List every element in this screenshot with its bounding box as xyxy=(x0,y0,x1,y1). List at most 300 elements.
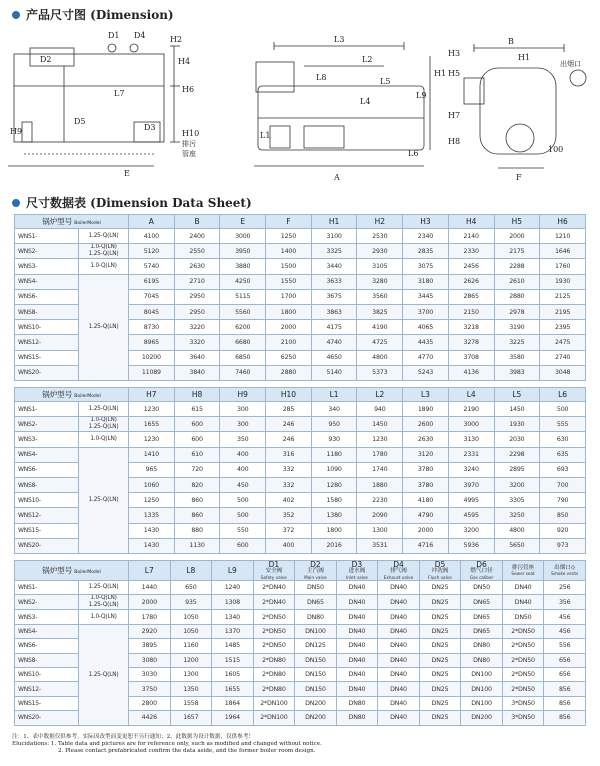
diagram-label: L1 xyxy=(260,131,271,140)
model-header xyxy=(15,215,129,229)
value-cell: 7460 xyxy=(220,365,266,380)
value-cell: 3970 xyxy=(448,477,494,492)
column-code: D1 xyxy=(268,560,280,570)
value-cell: 372 xyxy=(266,523,312,538)
value-cell: 2298 xyxy=(494,447,540,462)
value-cell: 3305 xyxy=(494,493,540,508)
table-row xyxy=(15,244,586,259)
column-name-cn: 主汽阀 xyxy=(307,568,324,575)
value-cell: 3675 xyxy=(311,289,357,304)
value-cell: 1050 xyxy=(170,610,212,624)
value-cell: 2400 xyxy=(174,229,220,244)
value-cell: 1450 xyxy=(357,417,403,432)
value-cell: 3560 xyxy=(357,289,403,304)
value-cell: 860 xyxy=(174,508,220,523)
value-cell: 3220 xyxy=(174,320,220,335)
value-cell: 2330 xyxy=(448,244,494,259)
value-cell: 650 xyxy=(170,581,212,595)
value-cell: 456 xyxy=(544,610,586,624)
value-cell: DN25 xyxy=(419,639,461,653)
value-cell: 1500 xyxy=(266,259,312,274)
value-cell: 3880 xyxy=(220,259,266,274)
column-code: D3 xyxy=(351,560,363,570)
value-cell: 6250 xyxy=(266,350,312,365)
value-cell: 5373 xyxy=(357,365,403,380)
pressure-cell xyxy=(79,229,129,244)
value-cell: 2630 xyxy=(403,432,449,447)
value-cell: 850 xyxy=(540,508,586,523)
column-header: H4 xyxy=(448,215,494,229)
bullet-icon xyxy=(12,199,20,207)
pressure-cell xyxy=(79,417,129,432)
value-cell: 2800 xyxy=(129,696,171,710)
value-cell: 3*DN50 xyxy=(502,711,544,725)
model-cell: WNS20- xyxy=(15,365,79,380)
diagram-label: 100 xyxy=(548,145,564,154)
value-cell: 1800 xyxy=(311,523,357,538)
value-cell: 400 xyxy=(266,538,312,553)
value-cell: DN200 xyxy=(295,711,337,725)
model-header-en: BoilerModel xyxy=(74,394,101,399)
value-cell: 3130 xyxy=(448,432,494,447)
value-cell: 1864 xyxy=(212,696,254,710)
value-cell: 3105 xyxy=(357,259,403,274)
value-cell: 2950 xyxy=(174,304,220,319)
value-cell: 2125 xyxy=(540,289,586,304)
side-view-drawing xyxy=(254,35,446,182)
column-name-cn: 冲洗阀 xyxy=(431,568,449,575)
value-cell: 1308 xyxy=(212,595,254,610)
table-row xyxy=(15,595,586,610)
value-cell: 4650 xyxy=(311,350,357,365)
model-cell: WNS4- xyxy=(15,274,79,289)
model-header-en: BoilerModel xyxy=(74,570,101,575)
value-cell: DN200 xyxy=(295,696,337,710)
value-cell: 332 xyxy=(266,462,312,477)
diagram-label: D1 xyxy=(108,31,120,40)
value-cell: 2626 xyxy=(448,274,494,289)
column-name-en: Safety valve xyxy=(260,574,287,580)
value-cell: 6850 xyxy=(220,350,266,365)
value-cell: 950 xyxy=(311,417,357,432)
value-cell: 1060 xyxy=(129,477,175,492)
value-cell: 3440 xyxy=(311,259,357,274)
value-cell: 356 xyxy=(544,595,586,610)
value-cell: 8730 xyxy=(129,320,175,335)
value-cell: 1655 xyxy=(129,417,175,432)
value-cell: 3278 xyxy=(448,335,494,350)
value-cell: 860 xyxy=(174,493,220,508)
value-cell: 5560 xyxy=(220,304,266,319)
pressure-cell xyxy=(79,259,129,274)
table-row xyxy=(15,417,586,432)
value-cell: 1380 xyxy=(311,508,357,523)
pressure-value: 1.0-Q(LN) xyxy=(90,613,117,620)
value-cell: DN40 xyxy=(378,639,420,653)
value-cell: 2550 xyxy=(174,244,220,259)
column-name-cn: 排气阀 xyxy=(390,568,407,575)
diagram-label: H4 xyxy=(178,57,191,66)
value-cell: 1930 xyxy=(494,417,540,432)
diagram-label: L6 xyxy=(408,149,419,158)
value-cell: 1230 xyxy=(129,432,175,447)
column-name-cn: 出烟口◇ xyxy=(554,564,576,571)
value-cell: 4435 xyxy=(403,335,449,350)
value-cell: 2978 xyxy=(494,304,540,319)
model-cell: WNS12- xyxy=(15,508,79,523)
value-cell: DN25 xyxy=(419,667,461,681)
diagram-label: B xyxy=(508,37,514,46)
value-cell: 656 xyxy=(544,667,586,681)
column-name-en: Flush valve xyxy=(428,574,452,580)
model-cell: WNS10- xyxy=(15,493,79,508)
column-header: L4 xyxy=(448,388,494,402)
value-cell: 246 xyxy=(266,432,312,447)
column-name-cn: 安全阀 xyxy=(265,568,283,575)
value-cell: 1250 xyxy=(266,229,312,244)
value-cell: 1370 xyxy=(212,624,254,638)
value-cell: 4716 xyxy=(403,538,449,553)
value-cell: 2*DN50 xyxy=(253,639,295,653)
value-cell: 2395 xyxy=(540,320,586,335)
value-cell: 4065 xyxy=(403,320,449,335)
value-cell: 700 xyxy=(540,477,586,492)
value-cell: 1240 xyxy=(212,581,254,595)
pressure-value: 1.25-Q(LN) xyxy=(88,424,119,431)
value-cell: 1340 xyxy=(212,610,254,624)
value-cell: 4136 xyxy=(448,365,494,380)
value-cell: 2190 xyxy=(448,402,494,417)
value-cell: DN40 xyxy=(336,653,378,667)
value-cell: 3280 xyxy=(357,274,403,289)
value-cell: DN40 xyxy=(378,595,420,610)
value-cell: 2100 xyxy=(266,335,312,350)
column-header xyxy=(295,561,337,581)
pressure-value: 1.0-Q(LN) xyxy=(90,262,117,269)
value-cell: 2000 xyxy=(266,320,312,335)
value-cell: 3950 xyxy=(220,244,266,259)
section-title-dimension xyxy=(12,6,174,23)
model-cell: WNS2- xyxy=(15,595,79,610)
value-cell: DN40 xyxy=(336,667,378,681)
value-cell: 1558 xyxy=(170,696,212,710)
value-cell: 1410 xyxy=(129,447,175,462)
model-cell: WNS15- xyxy=(15,523,79,538)
diagram-label: H1 xyxy=(518,53,531,62)
diagram-label: E xyxy=(124,169,130,178)
column-header xyxy=(461,561,503,581)
table-row xyxy=(15,610,586,624)
value-cell: 2*DN50 xyxy=(502,639,544,653)
model-cell: WNS8- xyxy=(15,477,79,492)
value-cell: 5140 xyxy=(311,365,357,380)
value-cell: 2331 xyxy=(448,447,494,462)
diagram-label: L2 xyxy=(362,55,373,64)
value-cell: 1130 xyxy=(174,538,220,553)
end-view-drawing xyxy=(448,37,586,182)
value-cell: 2930 xyxy=(357,244,403,259)
column-code: D6 xyxy=(476,560,487,570)
table-row xyxy=(15,274,586,289)
value-cell: 1760 xyxy=(540,259,586,274)
value-cell: 2*DN80 xyxy=(253,653,295,667)
front-view-drawing xyxy=(8,31,199,178)
value-cell: 4426 xyxy=(129,711,171,725)
model-cell: WNS3- xyxy=(15,432,79,447)
value-cell: 2*DN50 xyxy=(253,610,295,624)
diagram-label: H6 xyxy=(182,85,195,94)
value-cell: 2*DN100 xyxy=(253,711,295,725)
column-header: H6 xyxy=(540,215,586,229)
value-cell: 1160 xyxy=(170,639,212,653)
value-cell: 7045 xyxy=(129,289,175,304)
value-cell: 1485 xyxy=(212,639,254,653)
section-title-data-sheet xyxy=(12,194,252,211)
value-cell: 1300 xyxy=(357,523,403,538)
value-cell: 1780 xyxy=(357,447,403,462)
value-cell: 1964 xyxy=(212,711,254,725)
value-cell: 3225 xyxy=(494,335,540,350)
value-cell: 2530 xyxy=(357,229,403,244)
column-name-en: Exhaust valve xyxy=(383,574,414,580)
column-header: L3 xyxy=(403,388,449,402)
model-cell: WNS1- xyxy=(15,402,79,417)
model-header xyxy=(15,561,129,581)
value-cell: DN25 xyxy=(419,653,461,667)
column-name-cn: 进水阀 xyxy=(348,568,366,575)
value-cell: 610 xyxy=(174,447,220,462)
value-cell: 3633 xyxy=(311,274,357,289)
value-cell: 456 xyxy=(544,624,586,638)
column-name-en: Main valve xyxy=(304,574,327,580)
column-name-en: Smoke vents xyxy=(551,571,579,577)
value-cell: DN150 xyxy=(295,653,337,667)
model-header xyxy=(15,388,129,402)
value-cell: DN65 xyxy=(295,595,337,610)
value-cell: DN50 xyxy=(461,581,503,595)
dimension-drawings xyxy=(4,26,596,186)
value-cell: DN25 xyxy=(419,581,461,595)
pressure-value: 1.0-Q(LN) xyxy=(90,595,117,602)
value-cell: 1800 xyxy=(266,304,312,319)
value-cell: DN25 xyxy=(419,595,461,610)
bullet-icon xyxy=(12,11,20,19)
value-cell: DN80 xyxy=(461,639,503,653)
value-cell: 400 xyxy=(220,462,266,477)
value-cell: 450 xyxy=(220,477,266,492)
value-cell: 1430 xyxy=(129,523,175,538)
value-cell: 4800 xyxy=(357,350,403,365)
pressure-cell xyxy=(79,581,129,595)
value-cell: 2*DN80 xyxy=(253,667,295,681)
pressure-cell: 1.25-Q(LN) xyxy=(79,274,129,380)
header-row xyxy=(15,561,586,581)
value-cell: DN40 xyxy=(378,711,420,725)
value-cell: 2140 xyxy=(448,229,494,244)
value-cell: 2*DN80 xyxy=(253,682,295,696)
column-header: H3 xyxy=(403,215,449,229)
value-cell: 2150 xyxy=(448,304,494,319)
value-cell: 2000 xyxy=(129,595,171,610)
model-header-en: BoilerModel xyxy=(74,221,101,226)
column-code: D5 xyxy=(434,560,446,570)
value-cell: 3780 xyxy=(403,477,449,492)
value-cell: 635 xyxy=(540,447,586,462)
model-cell: WNS2- xyxy=(15,417,79,432)
value-cell: 2*DN50 xyxy=(502,667,544,681)
value-cell: 555 xyxy=(540,417,586,432)
value-cell: 1335 xyxy=(129,508,175,523)
column-name-en: Sewer seat xyxy=(511,571,535,577)
value-cell: 2*DN50 xyxy=(502,682,544,696)
value-cell: 2090 xyxy=(357,508,403,523)
model-cell: WNS3- xyxy=(15,610,79,624)
diagram-label: H2 xyxy=(170,35,183,44)
diagram-label: H8 xyxy=(448,137,461,146)
value-cell: 720 xyxy=(174,462,220,477)
value-cell: 5115 xyxy=(220,289,266,304)
value-cell: 1700 xyxy=(266,289,312,304)
pressure-value: 1.25-Q(LN) xyxy=(88,602,119,609)
value-cell: 3180 xyxy=(403,274,449,289)
value-cell: DN40 xyxy=(378,581,420,595)
value-cell: 693 xyxy=(540,462,586,477)
pressure-cell: 1.25-Q(LN) xyxy=(79,447,129,553)
value-cell: 790 xyxy=(540,493,586,508)
diagram-label: H10 xyxy=(182,129,200,138)
value-cell: 2030 xyxy=(494,432,540,447)
value-cell: 3700 xyxy=(403,304,449,319)
value-cell: 3240 xyxy=(448,462,494,477)
value-cell: 2710 xyxy=(174,274,220,289)
diagram-label: L5 xyxy=(380,77,391,86)
value-cell: 500 xyxy=(540,402,586,417)
value-cell: 3200 xyxy=(494,477,540,492)
value-cell: DN150 xyxy=(295,682,337,696)
value-cell: DN80 xyxy=(295,610,337,624)
value-cell: 5740 xyxy=(129,259,175,274)
value-cell: 3190 xyxy=(494,320,540,335)
diagram-label: H9 xyxy=(10,127,23,136)
value-cell: DN65 xyxy=(461,610,503,624)
value-cell: DN50 xyxy=(295,581,337,595)
value-cell: DN80 xyxy=(461,653,503,667)
value-cell: 856 xyxy=(544,682,586,696)
value-cell: 3048 xyxy=(540,365,586,380)
column-header xyxy=(544,561,586,581)
value-cell: DN40 xyxy=(378,667,420,681)
value-cell: 2950 xyxy=(174,289,220,304)
diagram-label: L9 xyxy=(416,91,427,100)
value-cell: 1230 xyxy=(357,432,403,447)
value-cell: 2000 xyxy=(403,523,449,538)
value-cell: 1230 xyxy=(129,402,175,417)
value-cell: 1350 xyxy=(170,682,212,696)
value-cell: 10200 xyxy=(129,350,175,365)
value-cell: 3750 xyxy=(129,682,171,696)
value-cell: 2880 xyxy=(494,289,540,304)
value-cell: 856 xyxy=(544,711,586,725)
value-cell: DN40 xyxy=(336,624,378,638)
table-row xyxy=(15,447,586,462)
value-cell: 3531 xyxy=(357,538,403,553)
diagram-label: L7 xyxy=(114,89,125,98)
value-cell: 2340 xyxy=(403,229,449,244)
value-cell: 5120 xyxy=(129,244,175,259)
value-cell: 3325 xyxy=(311,244,357,259)
value-cell: 1440 xyxy=(129,581,171,595)
value-cell: 4790 xyxy=(403,508,449,523)
column-header: A xyxy=(129,215,175,229)
value-cell: DN40 xyxy=(378,610,420,624)
value-cell: DN25 xyxy=(419,711,461,725)
value-cell: 856 xyxy=(544,696,586,710)
value-cell: DN25 xyxy=(419,610,461,624)
value-cell: 920 xyxy=(540,523,586,538)
value-cell: 3445 xyxy=(403,289,449,304)
value-cell: DN40 xyxy=(502,581,544,595)
header-row xyxy=(15,388,586,402)
value-cell: 2016 xyxy=(311,538,357,553)
value-cell: 4800 xyxy=(494,523,540,538)
value-cell: 300 xyxy=(220,402,266,417)
value-cell: 2895 xyxy=(494,462,540,477)
value-cell: 340 xyxy=(311,402,357,417)
value-cell: 820 xyxy=(174,477,220,492)
model-cell: WNS4- xyxy=(15,624,79,638)
value-cell: DN80 xyxy=(336,711,378,725)
table-row xyxy=(15,402,586,417)
value-cell: DN65 xyxy=(461,595,503,610)
model-header-cn: 锅炉型号 xyxy=(42,390,73,399)
value-cell: 2865 xyxy=(448,289,494,304)
pressure-cell xyxy=(79,244,129,259)
value-cell: 2*DN50 xyxy=(502,624,544,638)
value-cell: 2175 xyxy=(494,244,540,259)
column-code: L7 xyxy=(144,566,154,575)
pressure-value: 1.0-Q(LN) xyxy=(90,244,117,251)
model-header-cn: 锅炉型号 xyxy=(42,217,73,226)
value-cell: 3580 xyxy=(494,350,540,365)
column-header: H8 xyxy=(174,388,220,402)
value-cell: 3200 xyxy=(448,523,494,538)
diagram-label: D3 xyxy=(144,123,156,132)
value-cell: 6200 xyxy=(220,320,266,335)
value-cell: 1430 xyxy=(129,538,175,553)
value-cell: 5936 xyxy=(448,538,494,553)
column-name-cn: 燃气口径 xyxy=(470,568,493,575)
column-header: H1 xyxy=(311,215,357,229)
value-cell: 2475 xyxy=(540,335,586,350)
value-cell: 3640 xyxy=(174,350,220,365)
value-cell: 3100 xyxy=(311,229,357,244)
value-cell: 332 xyxy=(266,477,312,492)
diagram-label: H3 xyxy=(448,49,461,58)
value-cell: 3825 xyxy=(357,304,403,319)
value-cell: DN100 xyxy=(295,624,337,638)
section-title-text: 产品尺寸图 (Dimension) xyxy=(26,8,174,22)
table-row xyxy=(15,259,586,274)
value-cell: 1250 xyxy=(129,493,175,508)
diagram-label: H5 xyxy=(448,69,461,78)
value-cell: DN40 xyxy=(378,696,420,710)
value-cell: 3080 xyxy=(129,653,171,667)
value-cell: DN40 xyxy=(378,624,420,638)
model-cell: WNS1- xyxy=(15,581,79,595)
diagram-label: 排污 xyxy=(182,140,196,148)
column-header xyxy=(378,561,420,581)
value-cell: DN40 xyxy=(336,639,378,653)
